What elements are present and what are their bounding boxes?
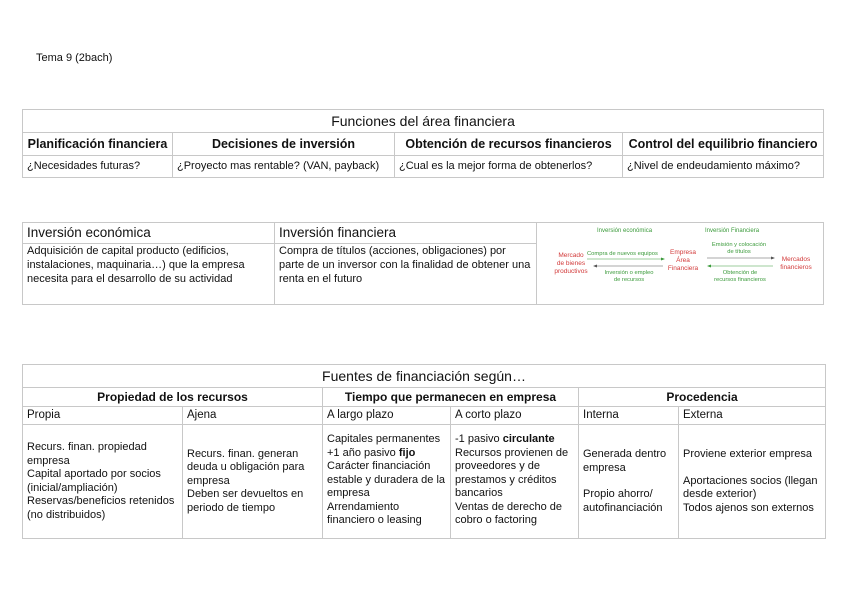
diagram-compra: Compra de nuevos equipos xyxy=(587,251,658,257)
externa-line: Aportaciones socios (llegan desde exterior) xyxy=(683,474,818,500)
diagram-obtencion: Obtención de recursos financieros xyxy=(714,270,766,283)
ajena-line: Deben ser devueltos en periodo de tiempo xyxy=(187,488,304,514)
question-decisiones: ¿Proyecto mas rentable? (VAN, payback) xyxy=(173,156,395,178)
propia-line: Recurs. finan. propiedad empresa xyxy=(27,441,147,467)
group-tiempo: Tiempo que permanecen en empresa xyxy=(323,388,579,407)
arrow-obtencion-head xyxy=(707,265,711,268)
tema-label: Tema 9 (2bach) xyxy=(36,52,113,64)
group-propiedad: Propiedad de los recursos xyxy=(23,388,323,407)
diagram-label-financiera: Inversión Financiera xyxy=(705,228,760,234)
arrow-compra-head xyxy=(661,258,665,261)
largo-line: Arrendamiento financiero o leasing xyxy=(327,500,422,526)
largo-line: Carácter financiación estable y duradera de la empresa xyxy=(327,460,446,499)
largo-line: Capitales permanentes xyxy=(327,433,441,445)
diagram-mercado-bienes: Mercado de bienes productivos xyxy=(554,252,588,275)
externa-cell xyxy=(679,425,826,539)
ajena-cell xyxy=(183,425,323,539)
inversion-economica-title: Inversión económica xyxy=(23,223,275,244)
fuentes-title: Fuentes de financiación según… xyxy=(23,365,826,388)
largo-fijo: fijo xyxy=(398,446,416,459)
inversion-diagram xyxy=(537,223,822,303)
largo-pasivo: +1 año pasivo xyxy=(327,446,399,459)
externa-line: Todos ajenos son externos xyxy=(683,501,814,514)
header-obtencion: Obtención de recursos financieros xyxy=(395,133,623,156)
propia-line: Reservas/beneficios retenidos (no distribuidos) xyxy=(27,495,175,521)
sub-ajena: Ajena xyxy=(183,407,323,425)
sub-largo: A largo plazo xyxy=(323,407,451,425)
fuentes-table xyxy=(22,364,826,539)
inversion-diagram-cell xyxy=(537,223,824,305)
diagram-mercados-financieros: Mercados financieros xyxy=(780,256,812,271)
corto-cell xyxy=(451,425,579,539)
inversion-financiera-title: Inversión financiera xyxy=(275,223,537,244)
externa-line: Proviene exterior empresa xyxy=(683,448,813,460)
propia-line: Capital aportado por socios (inicial/ampliación) xyxy=(27,468,161,494)
question-control: ¿Nivel de endeudamiento máximo? xyxy=(623,156,824,178)
funciones-table xyxy=(22,109,824,178)
inversion-table xyxy=(22,222,824,305)
corto-pasivo: -1 pasivo xyxy=(455,433,503,445)
inversion-financiera-text: Compra de títulos (acciones, obligaciones) por parte de un inversor con la finalidad de obtener una renta en el futuro xyxy=(275,244,537,305)
ajena-line: Recurs. finan. generan deuda u obligación para empresa xyxy=(187,447,305,487)
header-decisiones: Decisiones de inversión xyxy=(173,133,395,156)
header-control: Control del equilibrio financiero xyxy=(623,133,824,156)
interna-cell xyxy=(579,425,679,539)
funciones-title: Funciones del área financiera xyxy=(23,110,824,133)
sub-propia: Propia xyxy=(23,407,183,425)
corto-line xyxy=(455,433,574,447)
largo-line xyxy=(327,447,446,461)
group-procedencia: Procedencia xyxy=(579,388,826,407)
diagram-inversion-empleo: Inversión o empleo de recursos xyxy=(604,270,654,283)
header-planificacion: Planificación financiera xyxy=(23,133,173,156)
question-planificacion: ¿Necesidades futuras? xyxy=(23,156,173,178)
diagram-emision: Emisión y colocación de títulos xyxy=(711,242,767,255)
interna-line: Generada dentro empresa xyxy=(583,448,667,474)
sub-externa: Externa xyxy=(679,407,826,425)
diagram-empresa: Empresa Área Financiera xyxy=(667,249,699,272)
largo-cell xyxy=(323,425,451,539)
arrow-inversion-head xyxy=(593,265,597,268)
corto-line: Recursos provienen de proveedores y de prestamos y créditos bancarios xyxy=(455,446,569,499)
arrow-emision-head xyxy=(771,257,775,260)
corto-line: Ventas de derecho de cobro o factoring xyxy=(455,500,563,526)
sub-interna: Interna xyxy=(579,407,679,425)
inversion-economica-text: Adquisición de capital producto (edificios, instalaciones, maquinaria…) que la empresa necesita para el desarrollo de su actividad xyxy=(23,244,275,305)
question-obtencion: ¿Cual es la mejor forma de obtenerlos? xyxy=(395,156,623,178)
propia-cell xyxy=(23,425,183,539)
corto-circulante: circulante xyxy=(502,433,555,445)
diagram-label-economica: Inversión económica xyxy=(597,228,653,234)
sub-corto: A corto plazo xyxy=(451,407,579,425)
interna-line: Propio ahorro/ autofinanciación xyxy=(583,488,663,514)
